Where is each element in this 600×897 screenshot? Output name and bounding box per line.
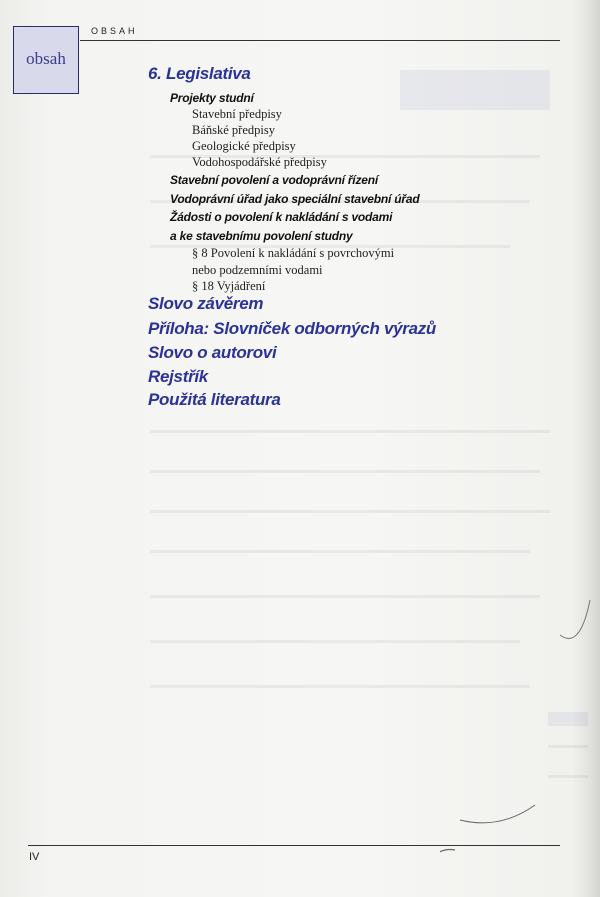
toc-entry-continuation[interactable] [170, 227, 353, 245]
toc-chapter[interactable] [148, 390, 281, 410]
toc-subentry[interactable] [192, 153, 327, 171]
toc-chapter-title: Slovo o autorovi [148, 343, 277, 362]
toc-subentry-title: § 8 Povolení k nakládání s povrchovými [192, 246, 395, 260]
toc-entry-title: a ke stavebnímu povolení studny [170, 229, 353, 243]
toc-chapter[interactable] [148, 343, 276, 363]
toc-subentry[interactable] [192, 244, 394, 262]
toc-chapter-title: Použitá literatura [148, 390, 281, 409]
toc-chapter[interactable] [148, 319, 436, 339]
toc-subentry-title: Stavební předpisy [192, 107, 282, 121]
toc-subentry-title: Báňské předpisy [192, 123, 275, 137]
toc-entry-title: Vodoprávní úřad jako speciální stavební úřad [170, 192, 420, 206]
toc-chapter-title: Slovo závěrem [148, 294, 264, 313]
toc-subentry-title: § 18 Vyjádření [192, 279, 266, 293]
toc-chapter-title: 6. Legislativa [148, 64, 251, 83]
toc-chapter-title: Rejstřík [148, 367, 208, 386]
show-through-line [150, 430, 550, 433]
header-rule [80, 40, 560, 41]
toc-subentry-title: nebo podzemními vodami [192, 263, 323, 277]
toc-chapter-title: Příloha: Slovníček odborných výrazů [148, 319, 437, 338]
show-through-line [150, 510, 550, 513]
toc-entry[interactable] [170, 171, 378, 189]
toc-chapter[interactable] [148, 367, 208, 387]
toc-subentry[interactable] [192, 277, 265, 295]
show-through-heading [400, 70, 550, 110]
show-through-line [150, 550, 530, 553]
toc-chapter[interactable] [148, 64, 251, 84]
running-header: OBSAH [91, 26, 138, 36]
toc-entry-title: Žádosti o povolení k nakládání s vodami [170, 210, 393, 224]
show-through-line [150, 470, 540, 473]
section-tab-label: obsah [26, 49, 66, 68]
section-tab [13, 26, 79, 94]
toc-chapter[interactable] [148, 294, 263, 314]
toc-entry-title: Projekty studní [170, 91, 254, 105]
toc-entry-title: Stavební povolení a vodoprávní řízení [170, 173, 378, 187]
footer-rule [28, 845, 560, 846]
toc-subentry-title: Geologické předpisy [192, 139, 296, 153]
page-number: IV [29, 851, 40, 863]
toc-entry[interactable] [170, 190, 420, 208]
toc-subentry-title: Vodohospodářské předpisy [192, 155, 327, 169]
toc-entry[interactable] [170, 208, 392, 226]
